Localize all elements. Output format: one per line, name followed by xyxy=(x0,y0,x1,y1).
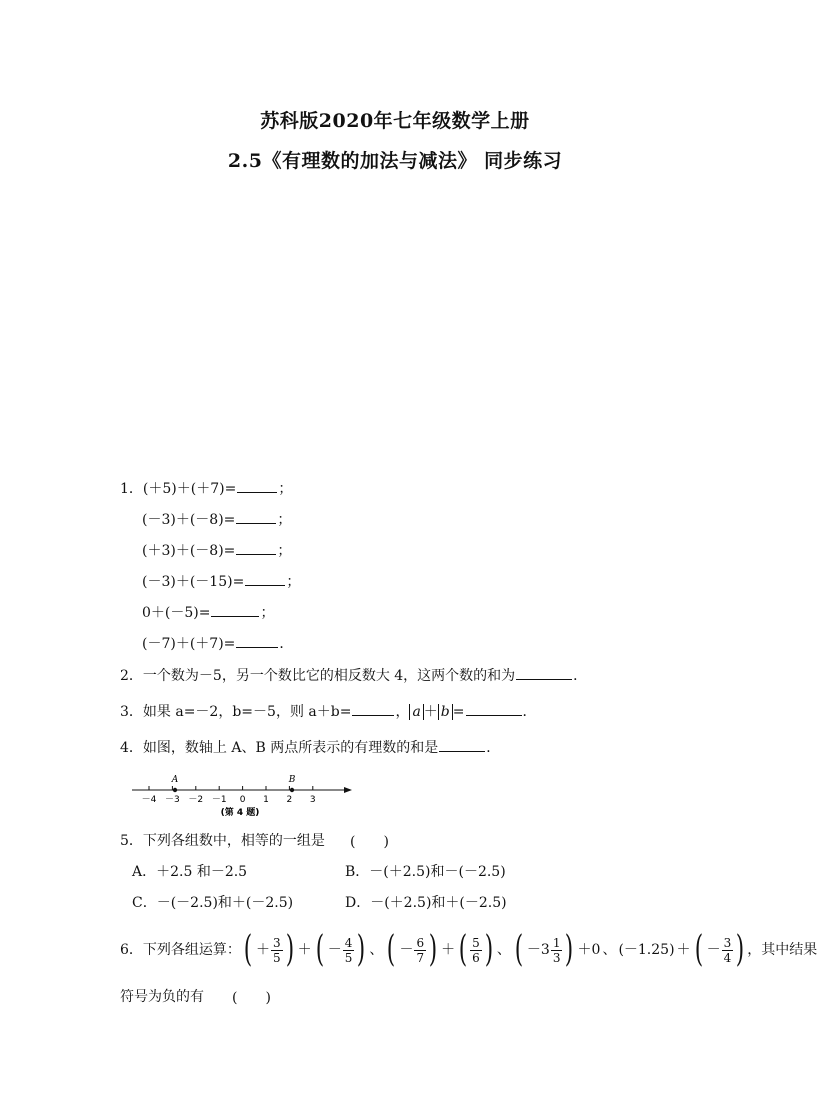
q3-end: ． xyxy=(522,704,537,720)
answer-blank[interactable] xyxy=(236,509,276,524)
answer-blank[interactable] xyxy=(352,701,394,716)
q1-item-6 xyxy=(142,633,293,654)
left-paren: ( xyxy=(387,929,396,970)
tick-label: －1 xyxy=(211,795,227,805)
answer-blank[interactable] xyxy=(237,478,277,493)
q6-f1-sign: ＋ xyxy=(255,942,270,958)
right-paren: ) xyxy=(357,929,366,970)
q1-item-5 xyxy=(142,602,274,623)
answer-blank[interactable] xyxy=(466,701,522,716)
arrow-icon xyxy=(344,787,352,793)
tick-label: －4 xyxy=(141,795,157,805)
q1-expr-3: (＋3)＋(－8)= xyxy=(142,543,236,559)
q5-option-b[interactable]: B．－(＋2.5)和－(－2.5) xyxy=(345,864,506,880)
q1-end-1: ； xyxy=(278,481,293,497)
q6-tail: ，其中结果 xyxy=(747,942,817,958)
left-paren: ( xyxy=(514,929,524,970)
left-paren: ( xyxy=(458,929,468,970)
q1-end-4: ； xyxy=(286,574,301,590)
q4-end: ． xyxy=(486,740,501,756)
q1-item-1 xyxy=(120,478,292,499)
q3-text: 3．如果 a=－2，b=－5，则 a＋b= xyxy=(120,704,352,720)
q6-sep: 、 xyxy=(602,942,617,958)
point-b-label: B xyxy=(288,775,296,785)
tick-label: 0 xyxy=(239,795,246,805)
fraction: $\frac{1}{3}$ xyxy=(552,935,561,965)
answer-blank[interactable] xyxy=(439,737,485,752)
fraction: $\frac{5}{6}$ xyxy=(472,935,480,965)
tick-label: 1 xyxy=(263,795,269,805)
right-paren: ) xyxy=(565,929,574,970)
q1-expr-6: (－7)＋(＋7)= xyxy=(142,636,236,652)
q1-item-2 xyxy=(142,509,291,530)
left-paren: ( xyxy=(694,929,703,970)
q2-end: ． xyxy=(573,668,588,684)
q6-sep: 、 xyxy=(369,942,384,958)
abs-a: a xyxy=(409,704,423,720)
page-title-line2: 2.5《有理数的加法与减法》 同步练习 xyxy=(227,150,563,172)
answer-blank[interactable] xyxy=(211,602,259,617)
q6-f5-whole: －3 xyxy=(526,942,550,958)
q1-end-2: ； xyxy=(277,512,292,528)
q5-text: 5．下列各组数中，相等的一组是 xyxy=(120,833,325,849)
point-a-dot xyxy=(173,788,177,792)
q5-option-d[interactable]: D．－(＋2.5)和＋(－2.5) xyxy=(345,895,507,911)
q3-eq: = xyxy=(452,704,465,720)
q1-expr-5: 0＋(－5)= xyxy=(142,605,211,621)
q5-option-c[interactable]: C．－(－2.5)和＋(－2.5) xyxy=(132,895,294,911)
q1-end-3: ； xyxy=(277,543,292,559)
left-paren: ( xyxy=(243,929,253,970)
q6-answer-paren[interactable]: ( ) xyxy=(232,990,271,1006)
q6-plus: ＋ xyxy=(441,942,456,958)
q1-expr-2: (－3)＋(－8)= xyxy=(142,512,236,528)
q6-plus0: ＋0 xyxy=(577,942,601,958)
q6-f6-sign: － xyxy=(706,942,721,958)
q1-expr-1: (＋5)＋(＋7)= xyxy=(142,481,237,497)
q6-plus: ＋ xyxy=(297,942,312,958)
tick-label: 3 xyxy=(309,795,316,805)
q1-number: 1． xyxy=(120,481,143,497)
q3-plus: ＋ xyxy=(423,704,438,720)
right-paren: ) xyxy=(285,929,294,970)
q2 xyxy=(120,665,587,686)
q6-f2-sign: － xyxy=(327,942,342,958)
right-paren: ) xyxy=(428,929,438,970)
q4-text: 4．如图，数轴上 A、B 两点所表示的有理数的和是 xyxy=(120,740,439,756)
q6-sep: 、 xyxy=(496,942,511,958)
q3-sep: ， xyxy=(395,704,410,720)
fraction: $\frac{3}{5}$ xyxy=(272,935,281,965)
q6-m125: (－1.25) xyxy=(618,942,675,958)
q6-f3-sign: － xyxy=(399,942,414,958)
q1-item-3 xyxy=(142,540,291,561)
tick-label: 2 xyxy=(286,795,293,805)
q2-text: 2．一个数为－5，另一个数比它的相反数大 4，这两个数的和为 xyxy=(120,668,516,684)
q5-answer-paren[interactable]: ( ) xyxy=(350,834,389,850)
q6-line2: 符号为负的有 xyxy=(120,989,204,1005)
q6-plus: ＋ xyxy=(676,942,691,958)
fraction: $\frac{3}{4}$ xyxy=(723,935,732,965)
q5 xyxy=(120,831,325,851)
figure-caption: (第 4 题) xyxy=(220,808,260,818)
q3 xyxy=(120,701,537,722)
fraction: $\frac{4}{5}$ xyxy=(344,935,353,965)
answer-blank[interactable] xyxy=(516,665,572,680)
tick-label: －3 xyxy=(165,795,180,805)
right-paren: ) xyxy=(736,929,745,970)
page-title-line1: 苏科版2020年七年级数学上册 xyxy=(260,110,530,132)
q5-option-a[interactable]: A．＋2.5 和－2.5 xyxy=(132,864,248,880)
q4 xyxy=(120,737,500,758)
q6 xyxy=(120,930,817,970)
answer-blank[interactable] xyxy=(245,571,285,586)
fraction: $\frac{6}{7}$ xyxy=(416,935,425,965)
tick-label: －2 xyxy=(188,795,204,805)
abs-b: b xyxy=(438,704,453,720)
q1-item-4 xyxy=(142,571,300,592)
point-a-label: A xyxy=(171,775,179,785)
answer-blank[interactable] xyxy=(236,633,278,648)
q1-end-5: ； xyxy=(260,605,275,621)
point-b-dot xyxy=(290,788,294,792)
number-line-figure xyxy=(130,770,360,820)
tick-group xyxy=(142,786,316,805)
right-paren: ) xyxy=(484,929,494,970)
q1-expr-4: (－3)＋(－15)= xyxy=(142,574,245,590)
answer-blank[interactable] xyxy=(236,540,276,555)
q1-end-6: ． xyxy=(279,636,294,652)
left-paren: ( xyxy=(315,929,324,970)
q6-lead: 6．下列各组运算： xyxy=(120,942,241,958)
